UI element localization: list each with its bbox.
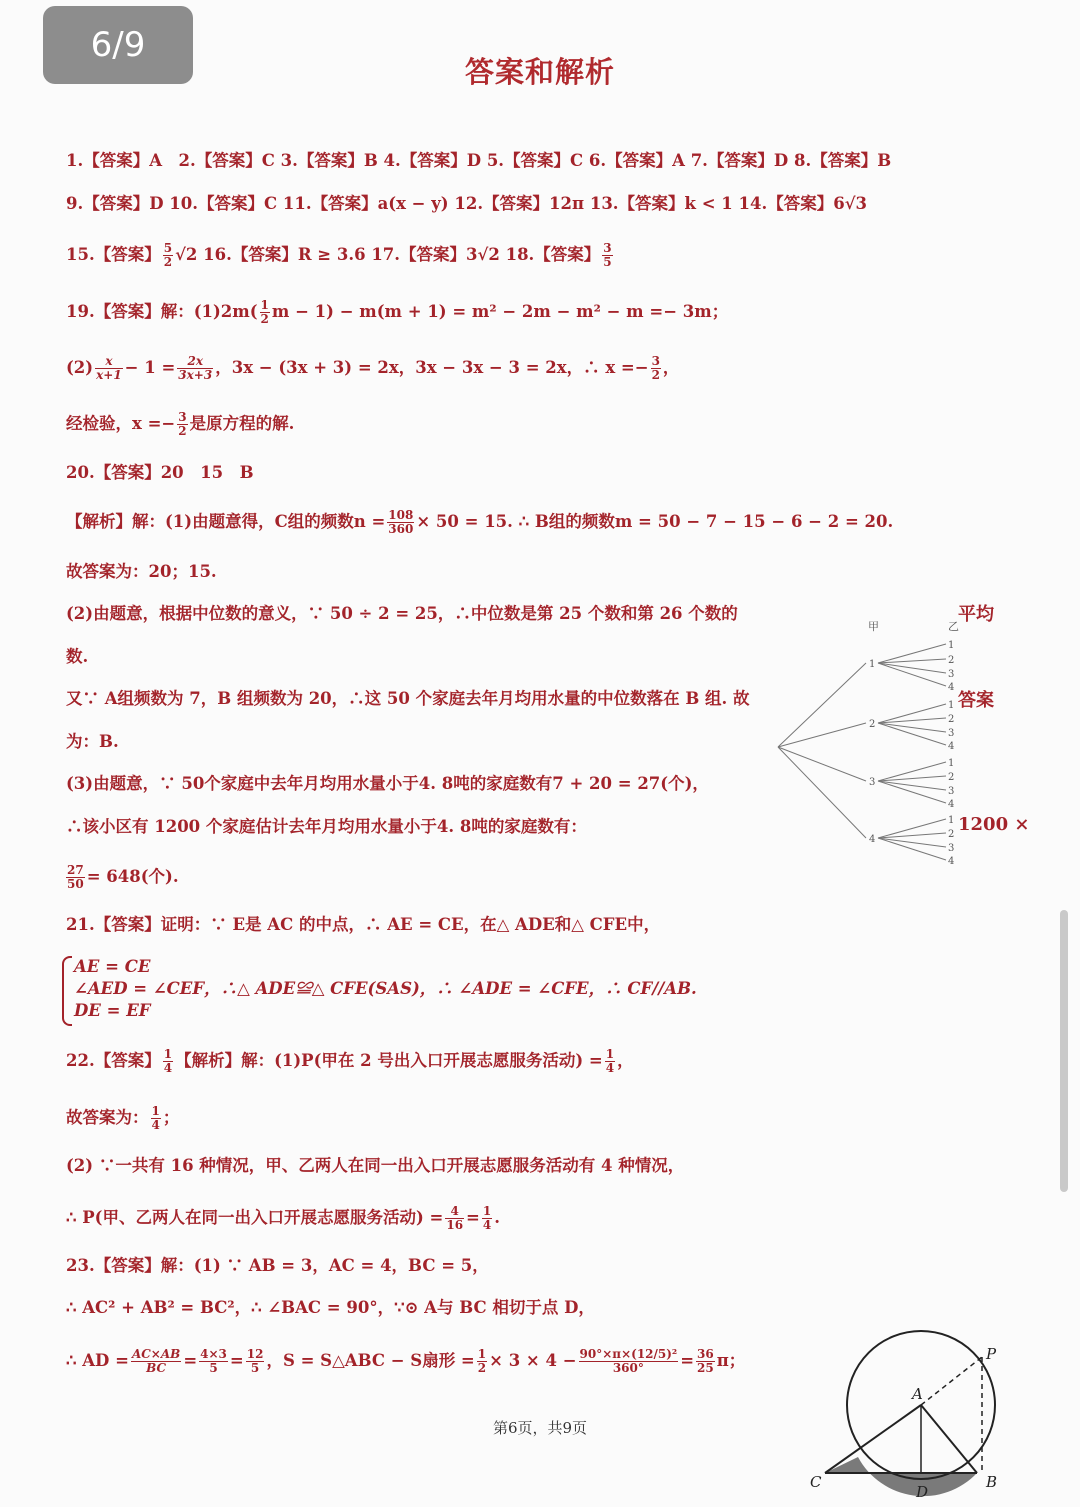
q21-brace-system: [66, 956, 697, 1022]
left-brace: [62, 956, 72, 1026]
leaf-label: 4: [948, 856, 955, 867]
segment-ab: [921, 1405, 977, 1473]
brace-row-3: DE = EF: [74, 1001, 151, 1020]
brace-row-2: ∠AED = ∠CEF，∴△ ADE≌△ CFE(SAS)，∴ ∠ADE = ∠CFE，∴ CF//AB.: [74, 979, 697, 998]
side-text-2: 答案: [958, 690, 994, 711]
q20-analysis-line-5: 又∵ A组频数为 7，B 组频数为 20，∴这 50 个家庭去年月均用水量的中位数落在 B 组. 故: [66, 689, 750, 708]
branch-label: 2: [869, 719, 876, 730]
q20-analysis-line-7: (3)由题意，∵ 50个家庭中去年月均用水量小于4. 8吨的家庭数有7 + 20 = 27(个)，: [66, 774, 709, 793]
point-c-label: C: [810, 1473, 822, 1491]
leaf-label: 2: [948, 655, 955, 666]
q23-line-1: 23.【答案】解：(1) ∵ AB = 3，AC = 4，BC = 5，: [66, 1256, 489, 1275]
answer-line-2: 9.【答案】D 10.【答案】C 11.【答案】a(x − y) 12.【答案】12π 13.【答案】k < 1 14.【答案】6√3: [66, 194, 868, 213]
q22-line-1: 22.【答案】 $\frac{1}{4}$ 【解析】解：(1)P(甲在 2 号出入口开展志愿服务活动) = $\frac{1}{4}$ ，: [66, 1047, 634, 1075]
segment-ap: [921, 1357, 982, 1405]
point-p-label: P: [986, 1345, 997, 1363]
point-a-label: A: [912, 1385, 923, 1403]
q20-analysis-line-1: 【解析】解：(1)由题意得，C组的频数n = $\frac{108}{360}$ × 50 = 15. ∴ B组的频数m = 50 − 7 − 15 − 6 − 2 = 20.: [66, 508, 894, 536]
circle-geometry-figure: [800, 1325, 1030, 1507]
leaf-label: 1: [948, 758, 955, 769]
q19-line-3: 经检验，x =− $\frac{3}{2}$ 是原方程的解.: [66, 410, 295, 438]
q20-answer: 20.【答案】20 15 B: [66, 463, 254, 482]
answer-line-1: 1.【答案】A 2.【答案】C 3.【答案】B 4.【答案】D 5.【答案】C 6.【答案】A 7.【答案】D 8.【答案】B: [66, 151, 892, 170]
leaf-label: 2: [948, 829, 955, 840]
side-text-1: 平均: [958, 604, 994, 625]
leaf-label: 3: [948, 786, 955, 797]
brace-row-1: AE = CE: [74, 957, 151, 976]
page-footer: 第6页，共9页: [492, 1419, 588, 1437]
q21-line-1: 21.【答案】证明：∵ E是 AC 的中点，∴ AE = CE，在△ ADE和△ CFE中，: [66, 915, 661, 934]
q23-line-2: ∴ AC² + AB² = BC²，∴ ∠BAC = 90°，∵⊙ A与 BC 相切于点 D，: [66, 1298, 595, 1317]
leaf-label: 1: [948, 640, 955, 651]
leaf-label: 3: [948, 728, 955, 739]
leaf-label: 1: [948, 815, 955, 826]
document-title: 答案和解析: [464, 55, 615, 89]
q22-line-4: ∴ P(甲、乙两人在同一出入口开展志愿服务活动) = $\frac{4}{16}$ = $\frac{1}{4}$ .: [66, 1204, 500, 1232]
q20-analysis-line-3: (2)由题意，根据中位数的意义，∵ 50 ÷ 2 = 25，∴中位数是第 25 个数和第 26 个数的: [66, 604, 738, 623]
scrollbar-thumb[interactable]: [1060, 910, 1068, 1192]
q20-analysis-line-6: 为：B.: [66, 732, 119, 751]
q22-line-2: 故答案为： $\frac{1}{4}$ ；: [66, 1104, 180, 1132]
leaf-label: 1: [948, 700, 955, 711]
answer-line-3: 15.【答案】 $\frac{5}{2}$ √2 16.【答案】R ≥ 3.6 17.【答案】3√2 18.【答案】 $\frac{3}{5}$: [66, 241, 612, 269]
leaf-label: 2: [948, 772, 955, 783]
q19-line-2: (2) $\frac{x}{x+1}$ − 1 = $\frac{2x}{3x+3}$ ，3x − (3x + 3) = 2x，3x − 3x − 3 = 2x，∴ x =− $\frac{3}{2}$ ，: [66, 354, 680, 382]
leaf-label: 4: [948, 682, 955, 693]
branch-label: 1: [869, 659, 876, 670]
leaf-label: 3: [948, 669, 955, 680]
branch-label: 4: [869, 834, 876, 845]
q19-line-1: 19.【答案】解：(1)2m( $\frac{1}{2}$ m − 1) − m(m + 1) = m² − 2m − m² − m =− 3m；: [66, 298, 729, 326]
branch-label: 3: [869, 777, 876, 788]
leaf-label: 2: [948, 714, 955, 725]
page-indicator-badge: 6/9: [43, 6, 193, 84]
segment-ca: [825, 1405, 921, 1473]
q22-line-3: (2) ∵一共有 16 种情况，甲、乙两人在同一出入口开展志愿服务活动有 4 种情况，: [66, 1156, 685, 1175]
q23-line-3: ∴ AD = $\frac{AC\times AB}{BC}$ = $\frac{4\times 3}{5}$ = $\frac{12}{5}$ ，S = S△ABC − S扇形 = $\frac{1}{2}$ × 3 × 4 − $\frac{\text{90°×π×(12/5)²}}{360^\circ}$ = $\frac{36}{25}$ π；: [66, 1347, 746, 1375]
q20-analysis-line-9: $\frac{27}{50}$ = 648(个).: [67, 863, 179, 891]
q20-analysis-line-2: 故答案为：20；15.: [66, 562, 217, 581]
q20-analysis-line-8: ∴该小区有 1200 个家庭估计去年月均用水量小于4. 8吨的家庭数有：: [66, 817, 587, 836]
q20-analysis-line-4: 数.: [66, 647, 89, 666]
side-text-3: 1200 ×: [958, 814, 1030, 835]
tree-root-right-label: 乙: [948, 620, 959, 633]
point-b-label: B: [986, 1473, 998, 1491]
leaf-label: 4: [948, 799, 955, 810]
tree-root-left-label: 甲: [868, 620, 879, 633]
tree-diagram: [770, 610, 970, 870]
leaf-label: 4: [948, 741, 955, 752]
point-d-label: D: [916, 1483, 929, 1501]
leaf-label: 3: [948, 843, 955, 854]
